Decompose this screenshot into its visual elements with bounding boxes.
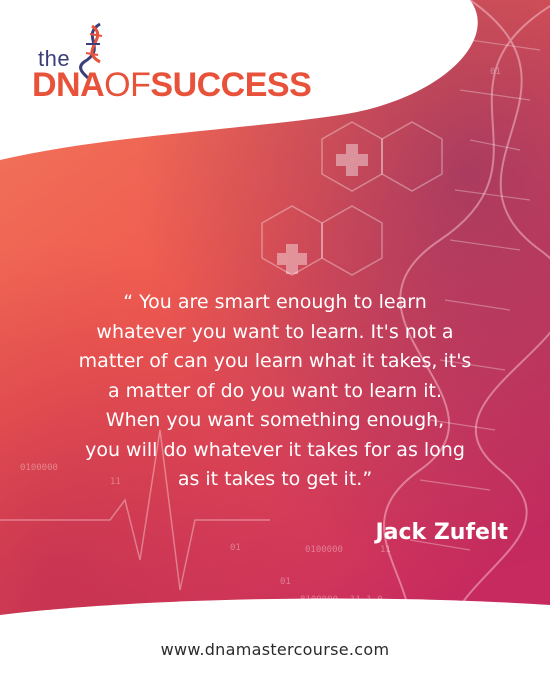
logo-the-text: the [38, 46, 71, 71]
logo-of-text: OF [104, 66, 151, 104]
svg-text:0100000: 0100000 [20, 463, 58, 473]
quote-line: you will do whatever it takes for as long [85, 438, 465, 461]
svg-text:0100000: 0100000 [305, 545, 343, 555]
logo-dna-text: DNA [32, 66, 105, 104]
svg-text:11: 11 [380, 545, 391, 555]
brand-logo [30, 22, 330, 112]
quote-line: whatever you want to learn. It's not a [96, 320, 454, 343]
quote-line: When you want something enough, [105, 409, 445, 431]
quote-line: a matter of do you want to learn it. [107, 379, 443, 402]
svg-text:01: 01 [490, 67, 501, 77]
svg-text:11: 11 [110, 477, 121, 487]
quote-text [30, 288, 520, 495]
svg-text:01: 01 [280, 577, 291, 587]
logo-success-text: SUCCESS [150, 66, 312, 104]
quote-line: “ You are smart enough to learn [123, 291, 427, 313]
quote-author: Jack Zufelt [375, 520, 508, 545]
quote-line: as it takes to get it.” [177, 468, 373, 490]
quote-line: matter of can you learn what it takes, it's [78, 350, 472, 372]
svg-text:01: 01 [230, 543, 241, 553]
logo-wordmark [32, 66, 311, 105]
website-url: www.dnamastercourse.com [160, 640, 390, 659]
